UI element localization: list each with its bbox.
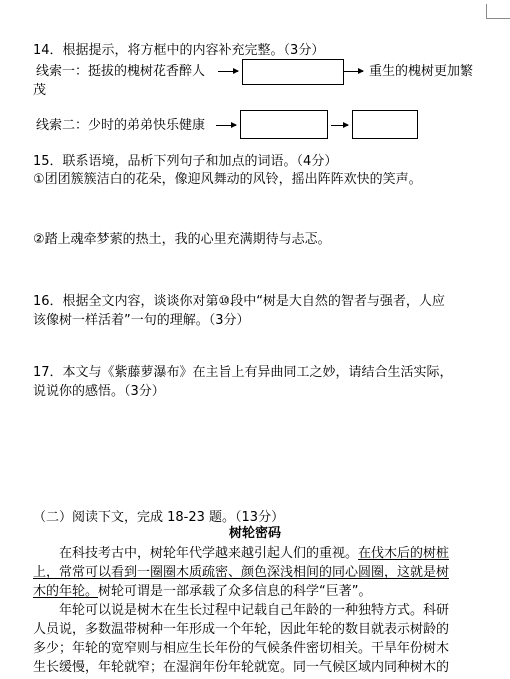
q14-answer-box-3[interactable] [352, 110, 418, 139]
arrow-icon [218, 71, 238, 72]
passage-p1-line-1: 在科技考古中，树轮年代学越来越引起人们的重视。在伐木后的树桩 [59, 546, 450, 561]
section-header: （二）阅读下文，完成 18-23 题。（13分） [33, 510, 285, 525]
passage-p1-line-3: 木的年轮。树轮可谓是一部承载了众多信息的科学“巨著”。 [33, 584, 372, 599]
arrow-icon [216, 125, 236, 126]
arrow-icon [331, 125, 348, 126]
page-corner-mark-horizontal [486, 18, 510, 19]
q15-item-2: ②踏上魂牵梦萦的热土，我的心里充满期待与忐忑。 [33, 232, 331, 247]
q14-clue2-label: 线索二：少时的弟弟快乐健康 [36, 118, 206, 133]
passage-p2-line-3: 多少；年轮的宽窄则与相应生长年份的气候条件密切相关。干旱年份树木 [33, 641, 450, 656]
passage-title: 树轮密码 [229, 526, 282, 541]
q15-prompt: 15．联系语境，品析下列句子和加点的词语。（4分） [33, 154, 338, 169]
q17-line-1: 17．本文与《紫藤萝瀑布》在主旨上有异曲同工之妙，请结合生活实际， [33, 365, 453, 380]
q17-line-2: 说说你的感悟。（3分） [33, 384, 165, 399]
q14-clue1-after: 重生的槐树更加繁 [369, 64, 474, 79]
passage-p2-line-2: 人员说，多数温带树种一年形成一个年轮，因此年轮的数目就表示树龄的 [33, 622, 450, 637]
passage-p2-line-1: 年轮可以说是树木在生长过程中记载自己年龄的一种独特方式。科研 [59, 603, 450, 618]
q14-prompt: 14．根据提示，将方框中的内容补充完整。（3分） [33, 43, 325, 58]
q16-line-2: 该像树一样活着”一句的理解。（3分） [33, 313, 250, 328]
q14-clue1-wrap: 茂 [33, 83, 47, 98]
passage-p1-line-2: 上，常常可以看到一圈圈木质疏密、颜色深浅相间的同心圆圈，这就是树 [33, 565, 450, 580]
arrow-icon [344, 71, 363, 72]
q14-answer-box-2[interactable] [240, 110, 328, 139]
q16-line-1: 16．根据全文内容，谈谈你对第⑩段中“树是大自然的智者与强者，人应 [33, 294, 445, 309]
q15-item-1: ①团团簇簇洁白的花朵，像迎风舞动的风铃，摇出阵阵欢快的笑声。 [33, 172, 422, 187]
q14-clue1-label: 线索一：挺拔的槐树花香醉人 [36, 64, 206, 79]
q14-answer-box-1[interactable] [242, 59, 344, 85]
page-corner-mark-vertical [486, 4, 487, 19]
passage-p2-line-4: 生长缓慢，年轮就窄；在湿润年份年轮就宽。同一气候区域内同种树木的 [33, 660, 450, 675]
